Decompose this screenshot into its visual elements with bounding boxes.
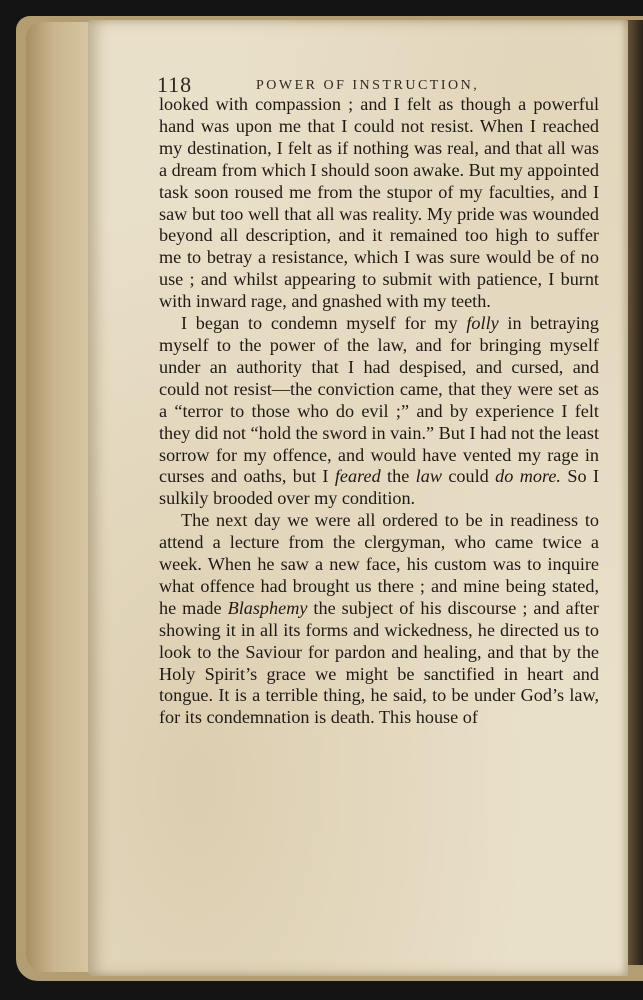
text-run: looked with compassion ; and I felt as though a powerful hand was upon me that I could not resist. When I reached my destination, I felt as if nothing was real, and that all was a dream from which I should soon awake. But my appointed task soon roused me from the stupor of my faculties, and I saw but too well that all was reality. My pride was wounded beyond all description, and it remained too high to suffer me to betray a resistance, which I was sure would be of no use ; and whilst appearing to submit with patience, I burnt with inward rage, and gnashed with my teeth. <box>159 94 599 312</box>
italic-text-run: Blasphemy <box>227 597 308 618</box>
text-run: the subject of his discourse ; and after showing it in all its forms and wickedness, he directed us to look to the Saviour for pardon and healing, and that by the Holy Spirit’s grace we might be sanctified in heart and tongue. It is a terrible thing, he said, to be under God’s law, for its condemnation is death. This house of <box>159 597 599 728</box>
text-run: So I sulkily brooded over my condition. <box>159 466 600 509</box>
paragraph <box>159 510 599 729</box>
italic-text-run: law <box>415 466 442 487</box>
body-text <box>159 94 599 729</box>
text-run: could <box>441 466 496 487</box>
italic-text-run: folly <box>466 313 499 334</box>
running-head: POWER OF INSTRUCTION, <box>256 78 480 93</box>
text-run: in betraying myself to the power of the law, and for bringing myself under an authority that I had despised, and cursed, and could not resist—the conviction came, that they were set as a “terror to those who do evil ;” and by experience I felt they did not “hold the sword in vain.” But I had not the least sorrow for my offence, and would have vented my rage in curses and oaths, but I <box>159 313 599 487</box>
paragraph <box>159 94 599 313</box>
italic-text-run: do more. <box>495 466 561 487</box>
text-run: the <box>380 466 416 487</box>
page-edges <box>26 22 96 972</box>
italic-text-run: feared <box>334 466 381 487</box>
text-run: The next day we were all ordered to be in readiness to attend a lecture from the clergyman, who came twice a week. When he saw a new face, his custom was to inquire what offence had brought us there ; and mine being stated, he made <box>159 510 599 618</box>
page-header <box>152 54 612 97</box>
page-number: 118 <box>157 72 193 97</box>
text-run: I began to condemn myself for my <box>181 313 467 334</box>
paragraph <box>159 313 599 510</box>
